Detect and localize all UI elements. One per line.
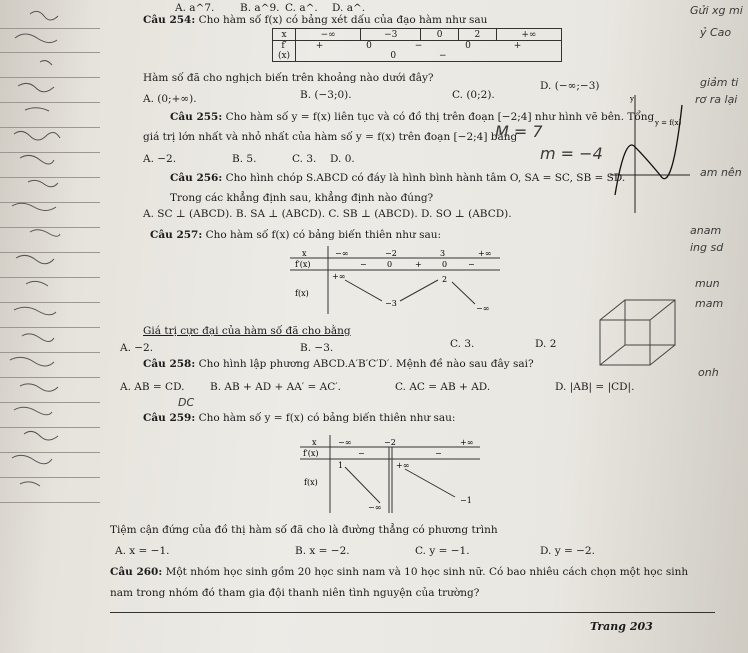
q259-variation-table: [300, 435, 480, 513]
q255-text: Cho hàm số y = f(x) liên tục và có đồ thị trên đoạn [−2;4] như hình vẽ bên. Tổng: [225, 111, 655, 123]
q258-option-d: D. |AB| = |CD|.: [555, 381, 635, 393]
q257-fp: f′(x): [295, 260, 311, 269]
hw-right1: giảm ti: [700, 76, 739, 89]
hw-right8: onh: [698, 366, 719, 379]
q254-option-a: A. (0;+∞).: [143, 93, 197, 105]
q254-t2-signs: [296, 41, 562, 62]
q257-f1: +∞: [332, 272, 346, 281]
q257-x1: −∞: [335, 249, 349, 258]
q259-heading: [143, 412, 455, 425]
q256-text2: Trong các khẳng định sau, khẳng định nào đúng?: [170, 192, 434, 204]
q258-label: Câu 258:: [143, 358, 196, 370]
q257-option-b: B. −3.: [300, 342, 334, 354]
q254-text2: Hàm số đã cho nghịch biến trên khoảng nào dưới đây?: [143, 72, 434, 84]
q256-heading: [170, 172, 625, 185]
footer-page-number: Trang 203: [590, 620, 653, 633]
q255-option-b: B. 5.: [232, 153, 257, 165]
top-option-a: A. a^7.: [175, 2, 215, 14]
q259-x3: +∞: [460, 438, 474, 447]
q254-t2-1: +: [315, 41, 344, 51]
q254-t1-3: 0: [421, 29, 459, 41]
q255-curve-label: y = f(x): [655, 119, 682, 127]
q257-f: f(x): [295, 289, 309, 298]
q257-f3: 2: [442, 275, 448, 284]
q257-x3: 3: [440, 249, 446, 258]
q257-heading: [150, 229, 441, 242]
q256-option-c: C. SB ⊥ (ABCD).: [328, 208, 418, 220]
q257-label: Câu 257:: [150, 229, 203, 241]
q254-t2-3: −: [414, 41, 443, 51]
q255-option-c: C. 3.: [292, 153, 317, 165]
q258-option-c: C. AC = AB + AD.: [395, 381, 491, 393]
q257-x4: +∞: [478, 249, 492, 258]
q259-fp1: −: [358, 449, 365, 458]
q255-text2: giá trị lớn nhất và nhỏ nhất của hàm số y = f(x) trên đoạn [−2;4] bằng: [143, 131, 518, 143]
q254-t1-4: 2: [458, 29, 496, 41]
q257-f2: −3: [385, 299, 397, 308]
q260-label: Câu 260:: [110, 566, 163, 578]
hw-right3: am nên: [700, 166, 742, 179]
q258-option-a: A. AB = CD.: [120, 381, 185, 393]
q257-option-d: D. 2: [535, 338, 557, 350]
q259-label: Câu 259:: [143, 412, 196, 424]
q260-text2: nam trong nhóm đó tham gia đội thanh niên tình nguyện của trường?: [110, 587, 480, 599]
q259-fp2: −: [435, 449, 442, 458]
q259-f2: +∞: [396, 461, 410, 470]
q255-label: Câu 255:: [170, 111, 223, 123]
q257-f4: −∞: [476, 304, 490, 313]
footer-rule: [110, 612, 715, 613]
q254-option-b: B. (−3;0).: [300, 89, 352, 101]
q260-text: Một nhóm học sinh gồm 20 học sinh nam và 10 học sinh nữ. Có bao nhiêu cách chọn một học sinh: [165, 566, 689, 578]
q257-variation-table: [290, 246, 500, 314]
q256-options: [143, 208, 512, 221]
q259-x2: −2: [384, 438, 396, 447]
q254-t1-5: +∞: [496, 29, 561, 41]
q254-t2-6: 0: [390, 51, 417, 61]
q257-x: x: [302, 249, 307, 258]
q255-ylabel: y: [630, 95, 634, 103]
q254-t2-0: f′(x): [273, 41, 296, 62]
hw-right6: mun: [695, 277, 720, 290]
hw-top-right: Gửi xg mi: [690, 4, 743, 17]
q259-text2: Tiệm cận đứng của đồ thị hàm số đã cho là đường thẳng có phương trình: [110, 524, 498, 536]
q257-fp4: 0: [442, 260, 448, 269]
q256-label: Câu 256:: [170, 172, 223, 184]
hw-dc: DC: [178, 396, 195, 409]
q255-graph: [610, 95, 690, 215]
q256-option-d: D. SO ⊥ (ABCD).: [421, 208, 512, 220]
q254-t2-2: 0: [366, 41, 392, 51]
q258-text: Cho hình lập phương ABCD.A′B′C′D′. Mệnh đề nào sau đây sai?: [198, 358, 534, 370]
q254-text: Cho hàm số f(x) có bảng xét dấu của đạo hàm như sau: [198, 14, 488, 26]
q258-option-b: B. AB + AD + AA′ = AC′.: [210, 381, 341, 393]
top-option-c: C. a^.: [285, 2, 318, 14]
q259-f4: −1: [460, 496, 472, 505]
q257-fp1: −: [360, 260, 367, 269]
q259-f: f(x): [304, 478, 318, 487]
q257-x2: −2: [385, 249, 397, 258]
hw-mneg4: m = −4: [540, 144, 603, 163]
hw-right4: anam: [690, 224, 722, 237]
q260-heading: [110, 566, 688, 579]
q254-label: Câu 254:: [143, 14, 196, 26]
q257-fp5: −: [468, 260, 475, 269]
top-option-b: B. a^9.: [240, 2, 280, 14]
hw-m7: M = 7: [495, 122, 543, 141]
q254-t1-2: −3: [361, 29, 421, 41]
q259-x1: −∞: [338, 438, 352, 447]
q259-f3: −∞: [368, 503, 382, 512]
q259-option-c: C. y = −1.: [415, 545, 470, 557]
top-option-d: D. a^.: [332, 2, 366, 14]
left-scribbles: [0, 0, 100, 520]
q254-sign-table: [272, 28, 562, 62]
q256-option-b: B. SA ⊥ (ABCD).: [235, 208, 326, 220]
q254-heading: [143, 14, 487, 27]
q259-option-b: B. x = −2.: [295, 545, 350, 557]
q259-f1: 1: [338, 461, 344, 470]
q254-t1-1: −∞: [296, 29, 361, 41]
q255-option-a: A. −2.: [143, 153, 177, 165]
q255-heading: [170, 111, 654, 124]
q254-t1-0: x: [273, 29, 296, 41]
q257-fp2: 0: [387, 260, 393, 269]
q259-x: x: [312, 438, 317, 447]
hw-right7: mam: [695, 297, 724, 310]
hw-cao: ỷ Cao: [700, 26, 732, 39]
q259-option-d: D. y = −2.: [540, 545, 595, 557]
cube-sketch: [585, 290, 695, 380]
q259-option-a: A. x = −1.: [115, 545, 170, 557]
q254-t2-4: 0: [465, 41, 491, 51]
q257-text2: Giá trị cực đại của hàm số đã cho bằng: [143, 325, 351, 337]
q257-option-a: A. −2.: [120, 342, 154, 354]
q254-option-c: C. (0;2).: [452, 89, 495, 101]
q256-option-a: A. SC ⊥ (ABCD).: [143, 208, 233, 220]
hw-right5: ing sd: [690, 241, 724, 254]
q258-heading: [143, 358, 534, 371]
hw-right2: rơ ra lại: [695, 93, 738, 106]
q257-option-c: C. 3.: [450, 338, 475, 350]
q259-text: Cho hàm số y = f(x) có bảng biến thiên như sau:: [198, 412, 456, 424]
q254-t2-5: +: [513, 41, 542, 51]
q256-text: Cho hình chóp S.ABCD có đáy là hình bình hành tâm O, SA = SC, SB = SD.: [225, 172, 626, 184]
q257-text: Cho hàm số f(x) có bảng biến thiên như sau:: [205, 229, 442, 241]
q255-option-d: D. 0.: [330, 153, 355, 165]
q254-t2-7: −: [439, 51, 467, 61]
q254-option-d: D. (−∞;−3): [540, 80, 600, 92]
q257-fp3: +: [415, 260, 422, 269]
q259-fp: f′(x): [303, 449, 319, 458]
